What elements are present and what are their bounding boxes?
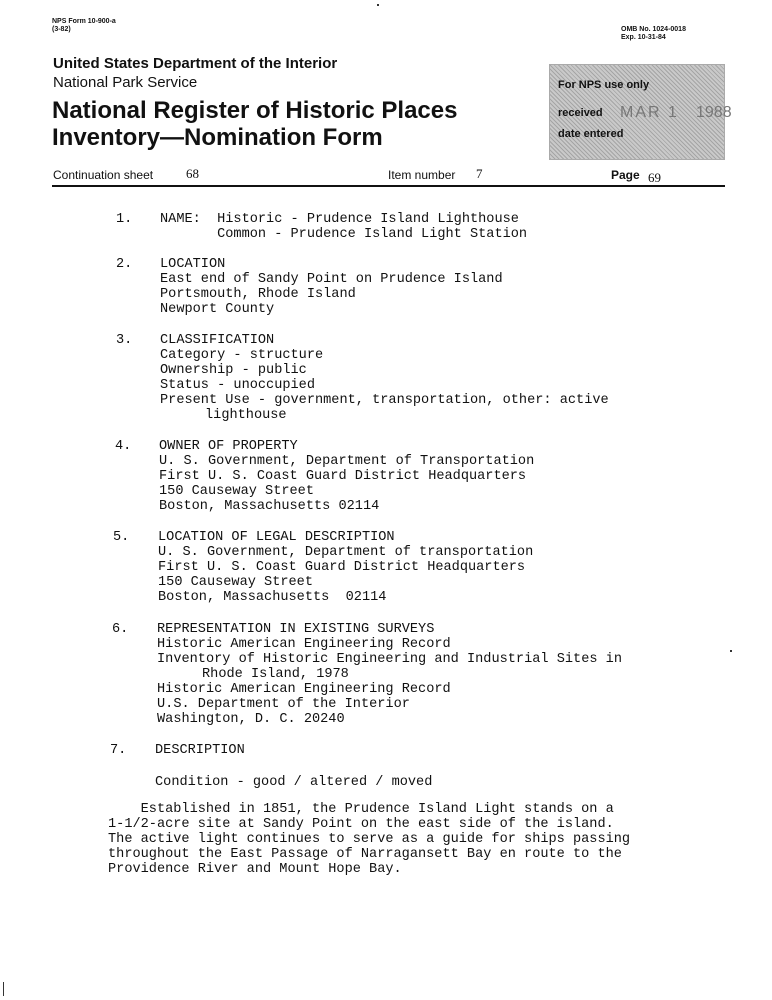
section-line: Washington, D. C. 20240 bbox=[157, 712, 345, 727]
form-title bbox=[52, 97, 457, 151]
section-line: LOCATION bbox=[160, 257, 226, 272]
section-line: Common - Prudence Island Light Station bbox=[160, 227, 528, 242]
omb-number: OMB No. 1024-0018 bbox=[621, 26, 686, 33]
omb-expiration: Exp. 10-31-84 bbox=[621, 34, 666, 41]
form-number: NPS Form 10-900-a bbox=[52, 18, 116, 25]
section-line: Ownership - public bbox=[160, 363, 307, 378]
section-number: 6. bbox=[112, 622, 129, 637]
header-rule bbox=[52, 185, 725, 187]
section-line: Newport County bbox=[160, 302, 275, 317]
section-content bbox=[155, 743, 245, 758]
section-line: 150 Causeway Street bbox=[159, 484, 314, 499]
paragraph-line: throughout the East Passage of Narragansett Bay en route to the bbox=[108, 847, 622, 862]
section-line: Present Use - government, transportation, other: active bbox=[160, 393, 609, 408]
section-line: Boston, Massachusetts 02114 bbox=[158, 590, 387, 605]
section-line: Historic American Engineering Record bbox=[157, 637, 451, 652]
section-line: Inventory of Historic Engineering and Industrial Sites in bbox=[157, 652, 622, 667]
section-line: Boston, Massachusetts 02114 bbox=[159, 499, 380, 514]
section-line: Category - structure bbox=[160, 348, 324, 363]
section-line: First U. S. Coast Guard District Headquarters bbox=[159, 469, 527, 484]
received-year: 1988 bbox=[696, 104, 732, 121]
section-line: 150 Causeway Street bbox=[158, 575, 313, 590]
nps-use-label: For NPS use only bbox=[558, 79, 650, 91]
scan-edge-mark bbox=[3, 982, 4, 996]
received-stamp: MAR 1 bbox=[620, 104, 679, 121]
section-line: OWNER OF PROPERTY bbox=[159, 439, 298, 454]
item-number-label: Item number bbox=[388, 168, 456, 182]
section-content bbox=[157, 622, 622, 727]
page-label: Page bbox=[611, 168, 640, 182]
item-number-value: 7 bbox=[476, 166, 483, 181]
section-content bbox=[158, 530, 533, 605]
section-content bbox=[159, 439, 534, 514]
section-content bbox=[160, 212, 527, 242]
form-title-line-2: Inventory—Nomination Form bbox=[52, 124, 383, 151]
section-line: Historic American Engineering Record bbox=[157, 682, 451, 697]
department-name: United States Department of the Interior bbox=[53, 55, 338, 72]
paragraph-line: Providence River and Mount Hope Bay. bbox=[108, 862, 402, 877]
section-number: 4. bbox=[115, 439, 132, 454]
section-number: 3. bbox=[116, 333, 133, 348]
section-line: East end of Sandy Point on Prudence Island bbox=[160, 272, 503, 287]
section-line: DESCRIPTION bbox=[155, 743, 245, 758]
scan-speck bbox=[730, 650, 732, 652]
section-number: 1. bbox=[116, 212, 133, 227]
section-content bbox=[160, 257, 503, 317]
paragraph-line: 1-1/2-acre site at Sandy Point on the east side of the island. bbox=[108, 817, 614, 832]
section-line: lighthouse bbox=[205, 408, 287, 423]
section-line: U. S. Government, Department of Transportation bbox=[159, 454, 535, 469]
section-line: Portsmouth, Rhode Island bbox=[160, 287, 356, 302]
section-line: LOCATION OF LEGAL DESCRIPTION bbox=[158, 530, 395, 545]
page-value: 69 bbox=[648, 170, 661, 185]
section-content bbox=[160, 333, 609, 423]
section-number: 5. bbox=[113, 530, 130, 545]
section-line: CLASSIFICATION bbox=[160, 333, 275, 348]
paragraph-line: The active light continues to serve as a guide for ships passing bbox=[108, 832, 631, 847]
service-name: National Park Service bbox=[53, 74, 198, 91]
description-paragraph bbox=[108, 802, 630, 877]
form-title-line-1: National Register of Historic Places bbox=[52, 97, 458, 124]
paragraph-line: Established in 1851, the Prudence Island Light stands on a bbox=[108, 802, 614, 817]
condition-line: Condition - good / altered / moved bbox=[155, 775, 433, 790]
section-line: REPRESENTATION IN EXISTING SURVEYS bbox=[157, 622, 435, 637]
section-number: 7. bbox=[110, 743, 127, 758]
omb-info bbox=[621, 26, 686, 42]
continuation-sheet-label: Continuation sheet bbox=[53, 168, 154, 182]
date-entered-label: date entered bbox=[558, 128, 624, 140]
form-id bbox=[52, 18, 116, 34]
section-line: First U. S. Coast Guard District Headquarters bbox=[158, 560, 526, 575]
section-line: Status - unoccupied bbox=[160, 378, 315, 393]
section-line: Rhode Island, 1978 bbox=[202, 667, 349, 682]
section-number: 2. bbox=[116, 257, 133, 272]
section-line: U.S. Department of the Interior bbox=[157, 697, 410, 712]
nps-use-box bbox=[549, 64, 732, 160]
received-label: received bbox=[558, 107, 603, 119]
section-line: NAME: Historic - Prudence Island Lighthouse bbox=[160, 212, 519, 227]
scan-speck bbox=[377, 4, 379, 6]
form-revision: (3-82) bbox=[52, 26, 71, 33]
section-line: U. S. Government, Department of transportation bbox=[158, 545, 534, 560]
continuation-sheet-value: 68 bbox=[186, 166, 199, 181]
